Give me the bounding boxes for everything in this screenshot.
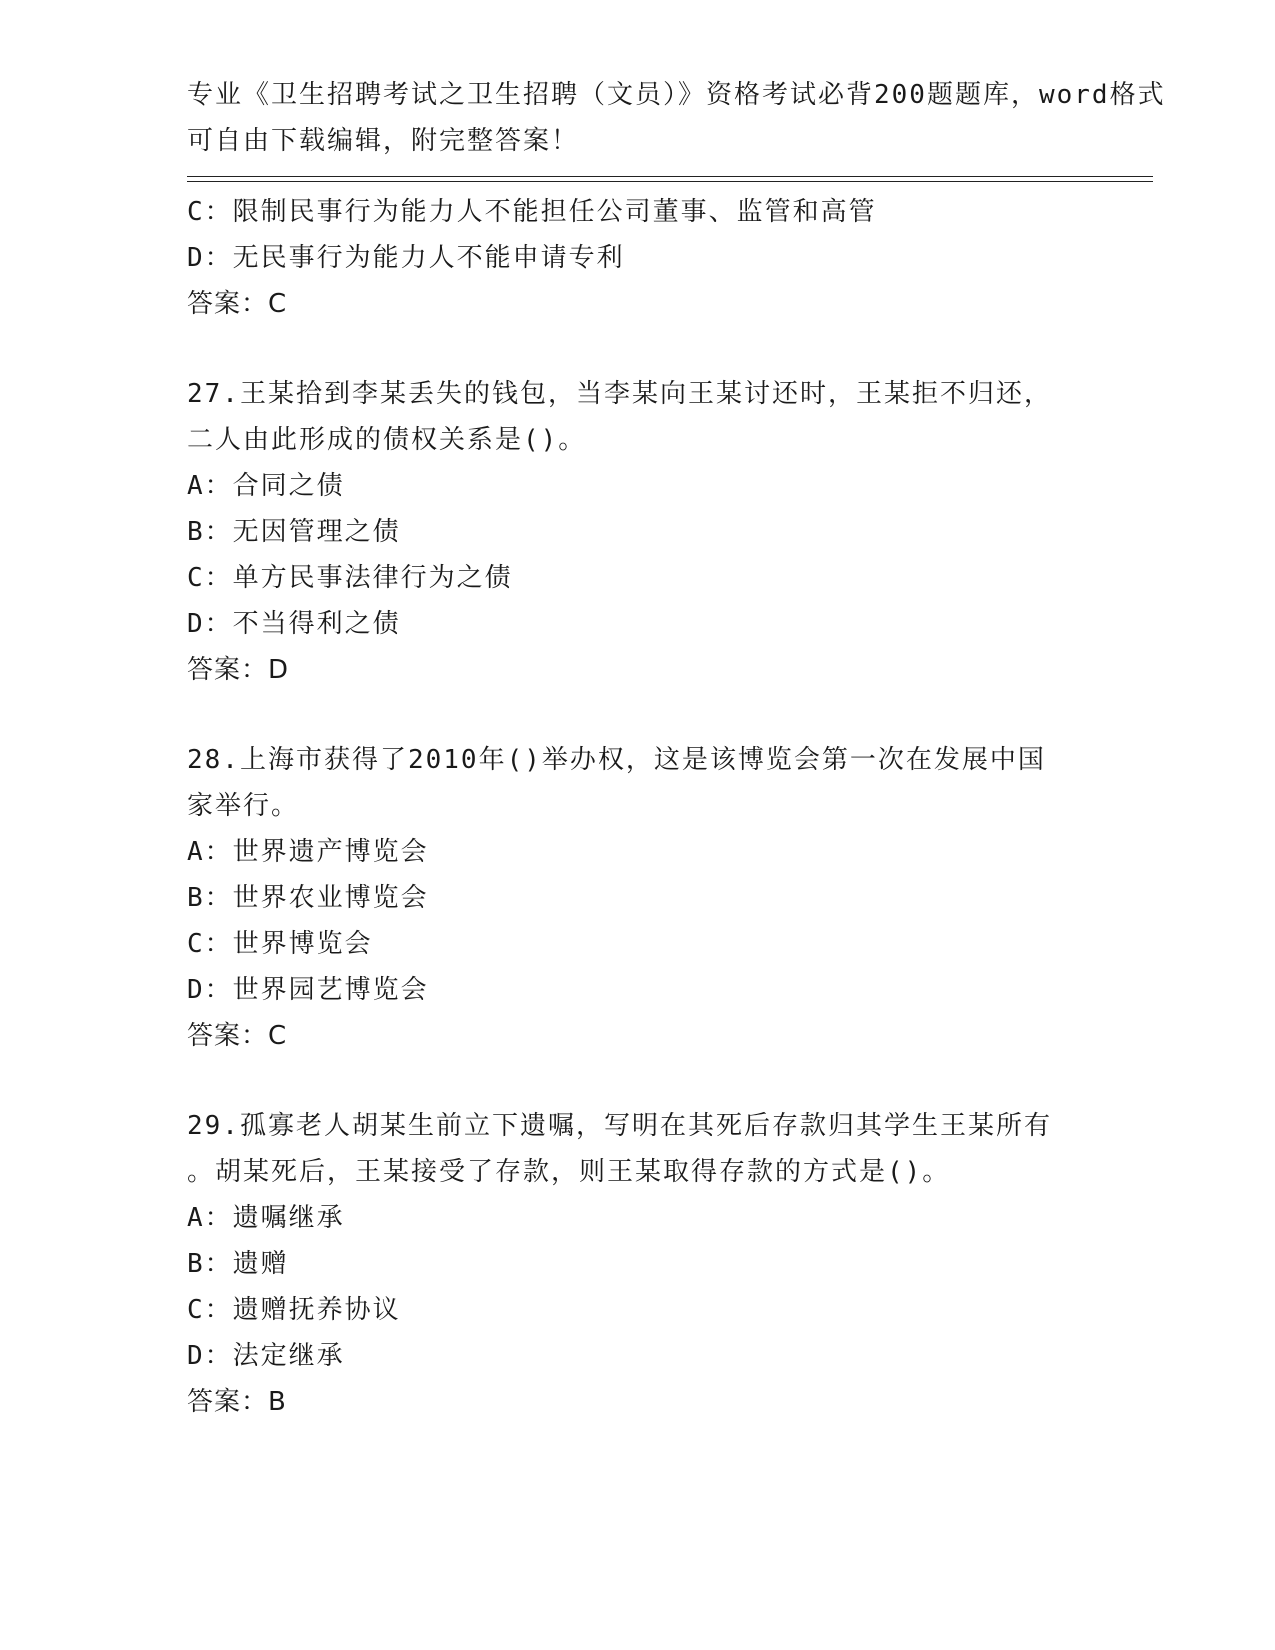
question-stem: 27.王某拾到李某丢失的钱包，当李某向王某讨还时，王某拒不归还， [187,379,1052,409]
option-b: B：世界农业博览会 [187,883,429,913]
answer-line: 答案：D [187,655,290,685]
header-line-1: 专业《卫生招聘考试之卫生招聘（文员）》资格考试必背200题题库，word格式 [187,80,1166,110]
option-a: A：遗嘱继承 [187,1203,345,1233]
question-stem: 。胡某死后，王某接受了存款，则王某取得存款的方式是()。 [187,1157,951,1187]
answer-line: 答案：C [187,289,288,319]
header-divider-bottom [187,181,1153,182]
option-c: C：遗赠抚养协议 [187,1295,401,1325]
question-26-tail [187,189,1087,327]
header-divider-top [187,176,1153,177]
option-c: C：限制民事行为能力人不能担任公司董事、监管和高管 [187,197,877,227]
document-header [187,72,1166,164]
question-stem: 家举行。 [187,791,300,821]
option-a: A：合同之债 [187,471,345,501]
option-d: D：世界园艺博览会 [187,975,429,1005]
option-c: C：世界博览会 [187,929,373,959]
question-list [187,189,1087,1425]
option-c: C：单方民事法律行为之债 [187,563,513,593]
question-stem: 28.上海市获得了2010年()举办权，这是该博览会第一次在发展中国 [187,745,1046,775]
question-28 [187,737,1087,1059]
option-b: B：遗赠 [187,1249,289,1279]
header-line-2: 可自由下载编辑，附完整答案！ [187,126,580,156]
option-d: D：无民事行为能力人不能申请专利 [187,243,625,273]
question-stem: 二人由此形成的债权关系是()。 [187,425,587,455]
question-29 [187,1103,1087,1425]
answer-line: 答案：C [187,1021,288,1051]
question-27 [187,371,1087,693]
option-a: A：世界遗产博览会 [187,837,429,867]
answer-line: 答案：B [187,1387,287,1417]
option-d: D：不当得利之债 [187,609,401,639]
option-b: B：无因管理之债 [187,517,401,547]
question-stem: 29.孤寡老人胡某生前立下遗嘱，写明在其死后存款归其学生王某所有 [187,1111,1052,1141]
option-d: D：法定继承 [187,1341,345,1371]
